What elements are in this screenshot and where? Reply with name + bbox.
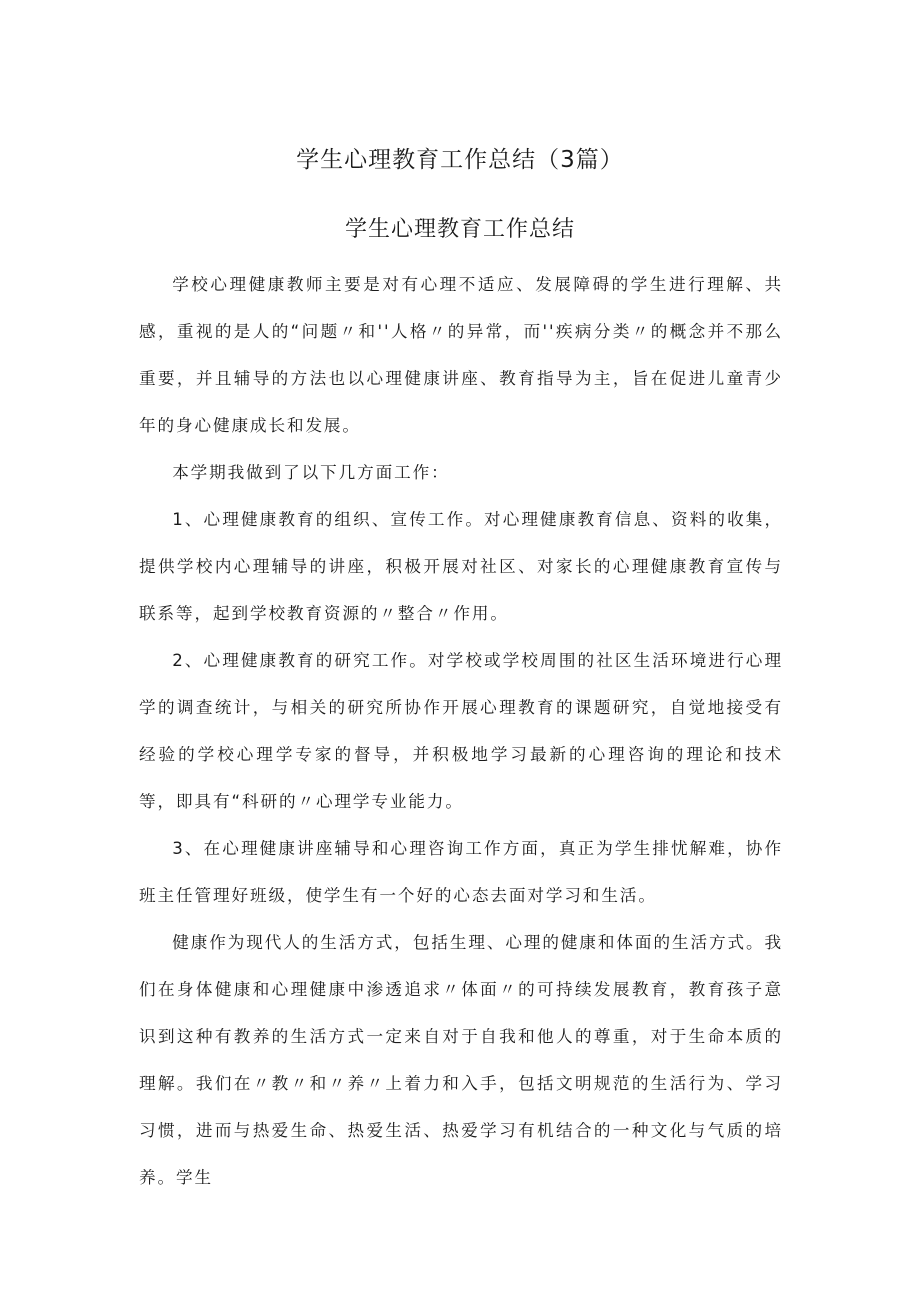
paragraph-work-list-intro: 本学期我做到了以下几方面工作： xyxy=(172,463,450,482)
paragraph-item-3: 3、在心理健康讲座辅导和心理咨询工作方面，真正为学生排忧解难，协作班主任管理好班级，使学生有一个好的心态去面对学习和生活。 xyxy=(139,839,783,905)
paragraph-intro: 学校心理健康教师主要是对有心理不适应、发展障碍的学生进行理解、共感，重视的是人的“问题〃和''人格〃的异常，而''疾病分类〃的概念并不那么重要，并且辅导的方法也以心理健康讲座、教育指导为主，旨在促进儿童青少年的身心健康成长和发展。 xyxy=(139,275,783,435)
paragraph-item-1: 1、心理健康教育的组织、宣传工作。对心理健康教育信息、资料的收集，提供学校内心理辅导的讲座，积极开展对社区、对家长的心理健康教育宣传与联系等，起到学校教育资源的〃整合〃作用。 xyxy=(139,510,783,623)
paragraph-health-lifestyle: 健康作为现代人的生活方式，包括生理、心理的健康和体面的生活方式。我们在身体健康和心理健康中渗透追求〃体面〃的可持续发展教育，教育孩子意识到这种有教养的生活方式一定来自对于自我和他人的尊重，对于生命本质的理解。我们在〃教〃和〃养〃上着力和入手，包括文明规范的生活行为、学习习惯，进而与热爱生命、热爱生活、热爱学习有机结合的一种文化与气质的培养。学生 xyxy=(139,933,783,1187)
document-subtitle: 学生心理教育工作总结 xyxy=(344,217,575,242)
paragraph-item-2: 2、心理健康教育的研究工作。对学校或学校周围的社区生活环境进行心理学的调查统计，与相关的研究所协作开展心理教育的课题研究，自觉地接受有经验的学校心理学专家的督导，并积极地学习最新的心理咨询的理论和技术等，即具有“科研的〃心理学专业能力。 xyxy=(139,651,783,811)
document-body xyxy=(139,261,783,1201)
document-title: 学生心理教育工作总结（3篇） xyxy=(296,147,624,173)
